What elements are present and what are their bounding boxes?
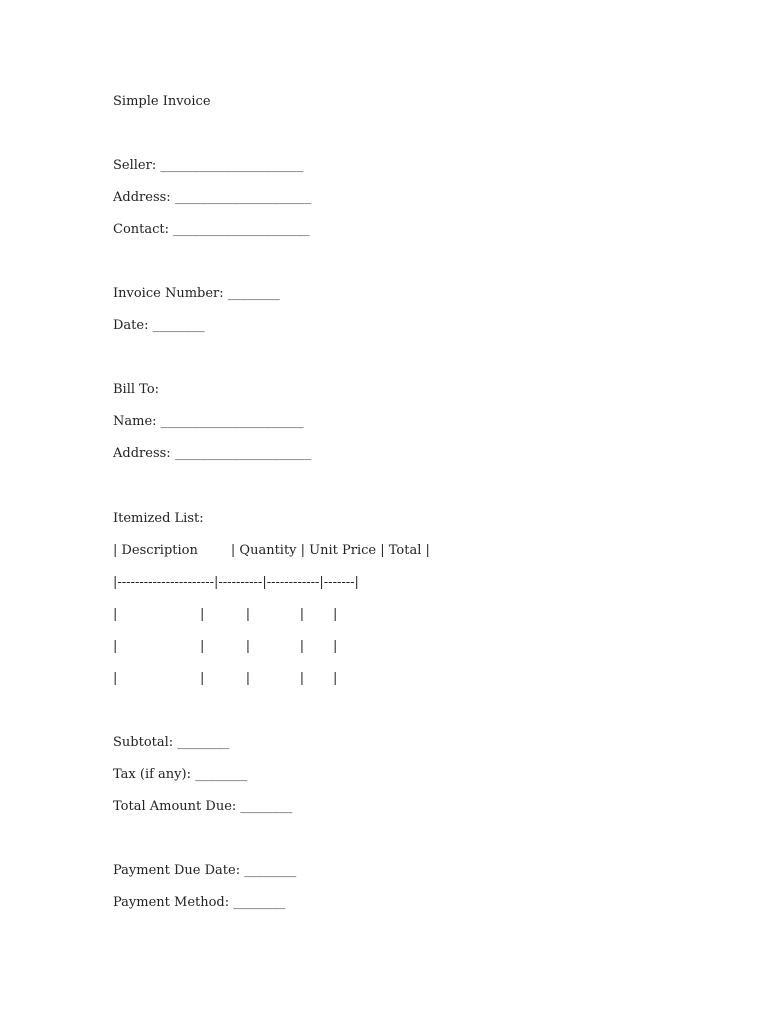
invoice-date-line: Date: ________ [113,318,205,333]
item-table-separator: |----------------------|----------|------------|-------| [113,575,359,590]
item-table-row: | | | | | [113,607,338,622]
subtotal-line: Subtotal: ________ [113,735,230,750]
invoice-number-line: Invoice Number: ________ [113,286,280,301]
item-table-row: | | | | | [113,671,338,686]
itemized-list-heading: Itemized List: [113,511,204,526]
item-table-row: | | | | | [113,639,338,654]
payment-method-line: Payment Method: ________ [113,895,286,910]
item-table-header: | Description | Quantity | Unit Price | Total | [113,543,430,558]
tax-line: Tax (if any): ________ [113,767,248,782]
seller-contact-line: Contact: _____________________ [113,222,310,237]
total-amount-due-line: Total Amount Due: ________ [113,799,293,814]
seller-line: Seller: ______________________ [113,158,304,173]
bill-to-heading: Bill To: [113,382,160,397]
bill-to-address-line: Address: _____________________ [113,446,312,461]
seller-address-line: Address: _____________________ [113,190,312,205]
document-title: Simple Invoice [113,94,211,109]
payment-due-date-line: Payment Due Date: ________ [113,863,297,878]
bill-to-name-line: Name: ______________________ [113,414,304,429]
